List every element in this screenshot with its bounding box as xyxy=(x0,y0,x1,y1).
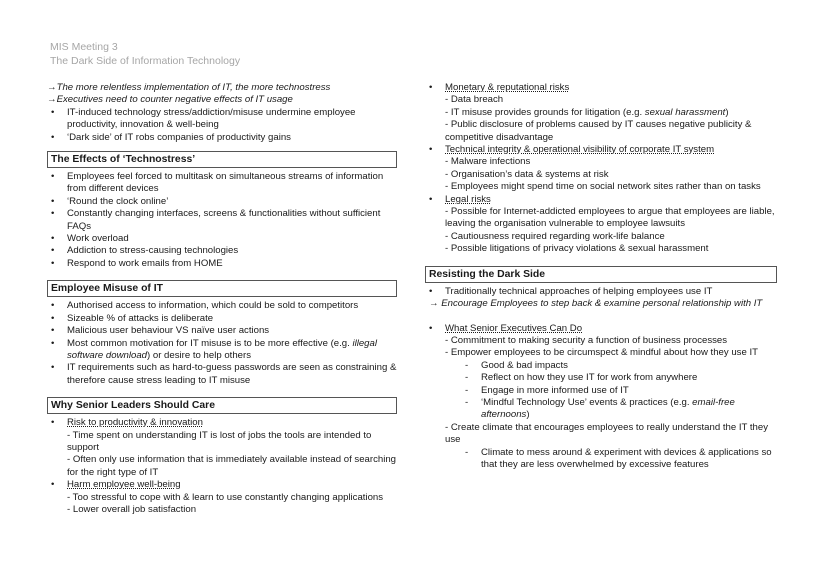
senior-care-item-harm xyxy=(47,479,397,516)
exec-sub-item-mindful xyxy=(425,397,777,422)
risk-line: - Often only use information that is immediately available instead of searching for the right type of IT xyxy=(67,454,397,478)
misuse-motivation-text: Most common motivation for IT misuse is to be more effective (e.g. xyxy=(67,337,353,349)
misuse-bullet: • Authorised access to information, which could be sold to competitors xyxy=(47,300,397,312)
monetary-litigation-example: sexual harassment xyxy=(644,106,726,118)
right-column xyxy=(425,82,777,471)
legal-title: • Legal risks xyxy=(445,193,491,205)
exec-line: - Commitment to making security a function of business processes xyxy=(445,334,728,346)
technical-line: - Employees might spend time on social network sites rather than on tasks xyxy=(445,181,761,193)
document-subtitle: The Dark Side of Information Technology xyxy=(50,54,241,67)
monetary-line xyxy=(445,107,777,119)
technostress-heading: The Effects of ‘Technostress’ xyxy=(47,151,397,168)
technostress-list xyxy=(47,171,397,270)
exec-item xyxy=(425,323,777,360)
misuse-heading: Employee Misuse of IT xyxy=(47,280,397,297)
exec-list xyxy=(425,323,777,360)
mindful-example: email-free afternoons xyxy=(481,396,735,421)
technostress-bullet: • Employees feel forced to multitask on simultaneous streams of information from different devices xyxy=(47,171,397,196)
legal-line: - Possible litigations of privacy violations & sexual harassment xyxy=(445,243,709,255)
misuse-bullet: • Sizeable % of attacks is deliberate xyxy=(47,313,397,325)
document-header xyxy=(50,41,240,68)
technical-line: - Organisation’s data & systems at risk xyxy=(445,168,609,180)
misuse-bullet: • Malicious user behaviour VS naïve user actions xyxy=(47,325,397,337)
monetary-line: - Data breach xyxy=(445,94,504,106)
monetary-litigation-close: ) xyxy=(725,106,729,118)
misuse-bullet xyxy=(47,338,397,363)
harm-title: • Harm employee well-being xyxy=(67,479,181,491)
monetary-litigation-text: - IT misuse provides grounds for litigation (e.g. xyxy=(445,106,645,118)
risk-line: - Time spent on understanding IT is lost of jobs the tools are intended to support xyxy=(67,429,372,453)
risks-list xyxy=(425,82,777,256)
technical-line: - Malware infections xyxy=(445,156,531,168)
left-column xyxy=(47,82,397,516)
resisting-arrow: → Encourage Employees to step back & examine personal relationship with IT xyxy=(429,298,763,310)
exec-sub-item: - Good & bad impacts xyxy=(425,360,777,372)
legal-line: - Possible for Internet-addicted employees to argue that employees are liable, leaving the organisation vulnerable to employee lawsuits xyxy=(445,206,775,230)
resisting-bullet: • Traditionally technical approaches of helping employees use IT xyxy=(425,286,777,298)
technical-title: • Technical integrity & operational visibility of corporate IT system xyxy=(445,144,715,156)
harm-line: - Lower overall job satisfaction xyxy=(67,503,197,515)
mindful-text: ‘Mindful Technology Use’ events & practices (e.g. xyxy=(481,396,693,408)
mindful-close: ) xyxy=(526,409,530,421)
intro-arrow-1: →The more relentless implementation of IT, the more technostress xyxy=(47,82,331,93)
intro-bullet-1: • IT-induced technology stress/addiction/misuse undermine employee productivity, innovation & well-being xyxy=(47,107,397,132)
monetary-title: • Monetary & reputational risks xyxy=(445,82,570,93)
senior-care-list xyxy=(47,417,397,516)
monetary-line: - Public disclosure of problems caused by IT causes negative publicity & competitive disadvantage xyxy=(445,119,752,143)
intro-list xyxy=(47,107,397,144)
exec-sub-item: - Reflect on how they use IT for work from anywhere xyxy=(425,372,777,384)
technostress-bullet: • Constantly changing interfaces, screens & functionalities without sufficient FAQs xyxy=(47,208,397,233)
exec-sub-item: - Engage in more informed use of IT xyxy=(425,385,777,397)
legal-line: - Cautiousness required regarding work-life balance xyxy=(445,230,665,242)
risk-legal xyxy=(425,194,777,256)
resisting-heading: Resisting the Dark Side xyxy=(425,266,777,283)
technostress-bullet: • ‘Round the clock online’ xyxy=(47,196,397,208)
intro-arrow-2: →Executives need to counter negative effects of IT usage xyxy=(47,94,293,106)
technostress-bullet: • Respond to work emails from HOME xyxy=(47,258,397,270)
misuse-motivation-example: illegal software download xyxy=(67,337,377,361)
intro-bullet-2: • ‘Dark side’ of IT robs companies of productivity gains xyxy=(47,132,397,144)
senior-care-item-risk xyxy=(47,417,397,479)
risk-technical xyxy=(425,144,777,194)
technostress-bullet: • Work overload xyxy=(47,233,397,245)
exec-line: - Empower employees to be circumspect & mindful about how they use IT xyxy=(445,347,759,359)
exec-title: • What Senior Executives Can Do xyxy=(445,322,583,334)
exec-sub-item-climate: - Climate to mess around & experiment with devices & applications so that they are less overwhelmed by excessive features xyxy=(425,447,777,472)
exec-line: - Create climate that encourages employees to really understand the IT they use xyxy=(445,421,768,446)
misuse-bullet: • IT requirements such as hard-to-guess passwords are seen as constraining & therefore cause stress leading to IT misuse xyxy=(47,362,397,387)
misuse-motivation-rest: ) or desire to help others xyxy=(147,349,251,361)
technostress-bullet: • Addiction to stress-causing technologies xyxy=(47,245,397,257)
meeting-title: MIS Meeting 3 xyxy=(50,41,118,53)
risk-title: • Risk to productivity & innovation xyxy=(67,417,203,429)
risk-monetary xyxy=(425,82,777,144)
misuse-list xyxy=(47,300,397,387)
resisting-list xyxy=(425,286,777,298)
harm-line: - Too stressful to cope with & learn to use constantly changing applications xyxy=(67,491,384,503)
senior-care-heading: Why Senior Leaders Should Care xyxy=(47,397,397,414)
